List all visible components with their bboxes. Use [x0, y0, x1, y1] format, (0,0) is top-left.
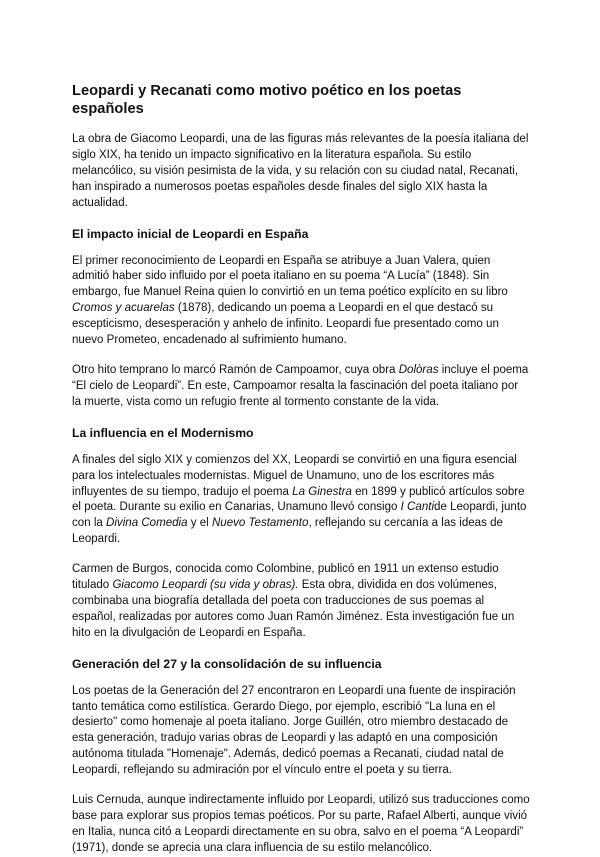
- work-title-giacomo-leopardi: Giacomo Leopardi (su vida y obras).: [112, 579, 299, 592]
- work-title-ginestra: La Ginestra: [292, 485, 352, 498]
- book-title-doloras: Dolòras: [398, 363, 439, 376]
- section-heading-impacto-inicial: El impacto inicial de Leopardi en España: [72, 226, 309, 241]
- section-heading-generacion-27: Generación del 27 y la consolidación de su influencia: [72, 656, 382, 671]
- paragraph-unamuno: A finales del siglo XIX y comienzos del XX, Leopardi se convirtió en una figura esencial para los intelectuales modernistas. Miguel de Unamuno, uno de los escritores más influyentes de su tiempo, tradujo el poema La Ginestra en 1899 y publicó artículos sobre el poeta. Durante su exilio en Canarias, Unamuno llevó consigo I Cantide Leopardi, junto con la Divina Comedia y el Nuevo Testamento, reflejando su cercanía a las ideas de Leopardi.: [72, 453, 527, 546]
- paragraph-cernuda-alberti: Luis Cernuda, aunque indirectamente influido por Leopardi, utilizó sus traducciones como base para explorar sus propios temas poéticos. Por su parte, Rafael Alberti, aunque vivió en Italia, nunca citó a Leopardi directamente en su obra, salvo en el poema “A Leopardi” (1971), donde se aprecia una clara influencia de su estilo melancólico.: [72, 794, 530, 854]
- paragraph-carmen-de-burgos: Carmen de Burgos, conocida como Colombine, publicó en 1911 un extenso estudio titulado Giacomo Leopardi (su vida y obras). Esta obra, dividida en dos volúmenes, combinaba una biografía detallada del poeta con traducciones de sus poemas al español, realizadas por autores como Juan Ramón Jiménez. Esta investigación fue un hito en la divulgación de Leopardi en España.: [72, 563, 515, 639]
- document-title: Leopardi y Recanati como motivo poético en los poetas españoles: [72, 83, 462, 117]
- intro-paragraph: La obra de Giacomo Leopardi, una de las figuras más relevantes de la poesía italiana del siglo XIX, ha tenido un impacto significativo en la literatura española. Su estilo melancólico, su visión pesimista de la vida, y su relación con su ciudad natal, Recanati, han inspirado a numerosos poetas españoles desde finales del siglo XIX hasta la actualidad.: [72, 133, 529, 209]
- work-title-nuevo-testamento: Nuevo Testamento: [211, 517, 309, 530]
- paragraph-campoamor: Otro hito temprano lo marcó Ramón de Campoamor, cuya obra Dolòras incluye el poema “El cielo de Leopardi”. En este, Campoamor resalta la fascinación del poeta italiano por la muerte, vista como un refugio frente al tormento constante de la vida.: [72, 363, 529, 408]
- work-title-divina-comedia: Divina Comedia: [106, 517, 188, 530]
- paragraph-valera-reina: El primer reconocimiento de Leopardi en España se atribuye a Juan Valera, quien admitió haber sido influido por el poeta italiano en su poema “A Lucía” (1848). Sin embargo, fue Manuel Reina quien lo convirtió en un tema poético explícito en su libro Cromos y acuarelas (1878), dedicando un poema a Leopardi en el que destacó su escepticismo, desesperación y anhelo de infinito. Leopardi fue presentado como un nuevo Prometeo, encadenado al sufrimiento humano.: [72, 254, 508, 347]
- section-heading-modernismo: La influencia en el Modernismo: [72, 425, 254, 440]
- work-title-canti: I Canti: [400, 501, 435, 514]
- book-title-cromos: Cromos y acuarelas: [72, 302, 175, 315]
- paragraph-generacion-27: Los poetas de la Generación del 27 encontraron en Leopardi una fuente de inspiración tanto temática como estilística. Gerardo Diego, por ejemplo, escribió "La luna en el desierto" como homenaje al poeta italiano. Jorge Guillén, otro miembro destacado de esta generación, tradujo varias obras de Leopardi y las adaptó en una composición autónoma titulada "Homenaje". Además, dedicó poemas a Recanati, ciudad natal de Leopardi, reflejando su admiración por el vínculo entre el poeta y su tierra.: [72, 684, 516, 777]
